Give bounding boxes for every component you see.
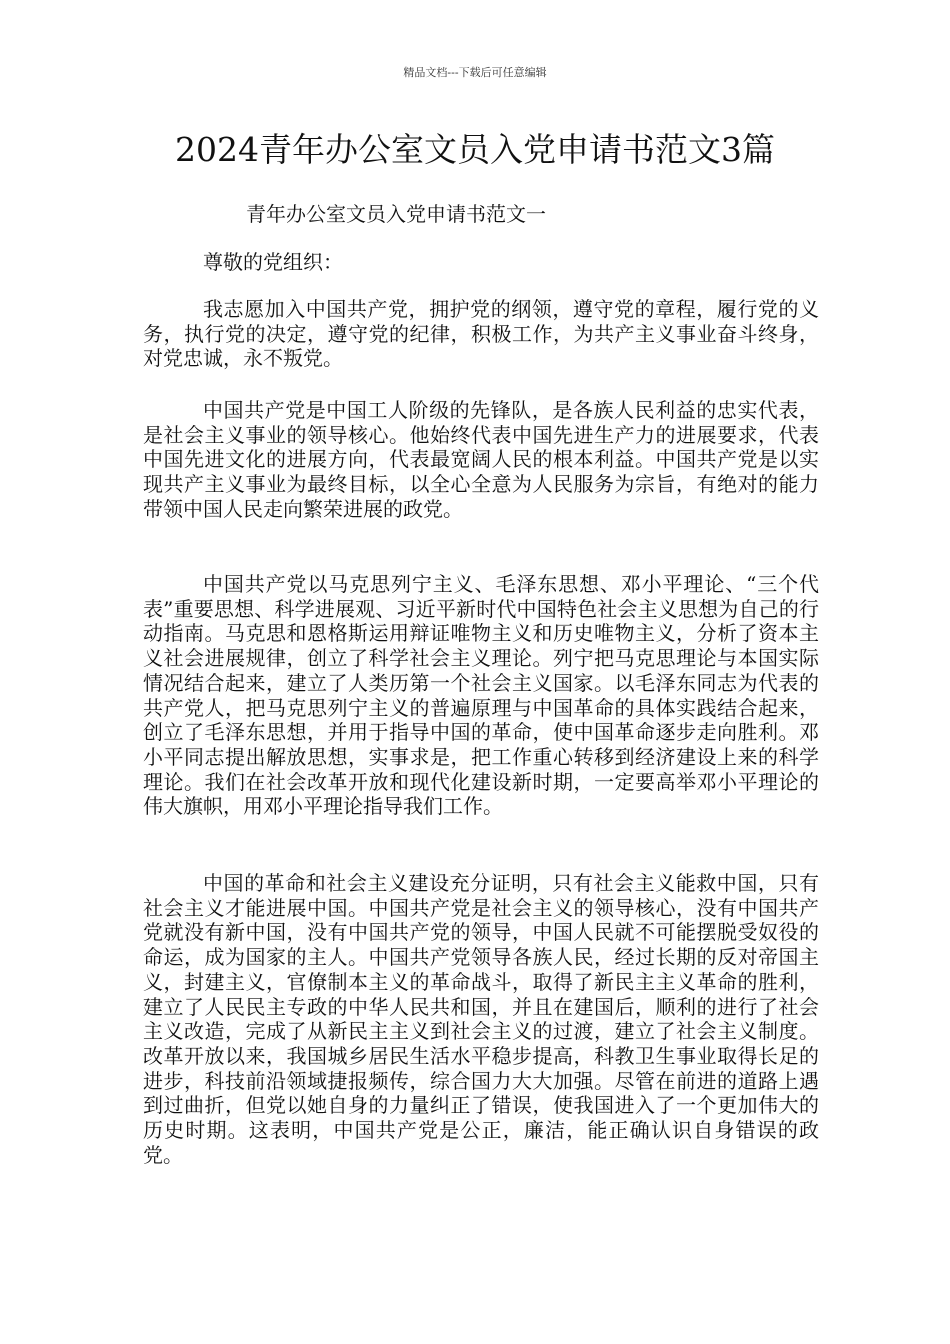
header-note: 精品文档---下载后可任意编辑 — [403, 66, 547, 79]
paragraph: 中国共产党是中国工人阶级的先锋队，是各族人民利益的忠实代表，是社会主义事业的领导核心。他始终代表中国先进生产力的进展要求，代表中国先进文化的进展方向，代表最宽阔人民的根本利益。中国共产党是以实现共产主义事业为最终目标，以全心全意为人民服务为宗旨，有绝对的能力带领中国人民走向繁荣进展的政党。 — [143, 398, 819, 521]
salutation: 尊敬的党组织： — [203, 250, 343, 274]
paragraph: 我志愿加入中国共产党，拥护党的纲领，遵守党的章程，履行党的义务，执行党的决定，遵守党的纪律，积极工作，为共产主义事业奋斗终身，对党忠诚，永不叛党。 — [143, 297, 819, 371]
paragraph: 中国共产党以马克思列宁主义、毛泽东思想、邓小平理论、“三个代表”重要思想、科学进展观、习近平新时代中国特色社会主义思想为自己的行动指南。马克思和恩格斯运用辩证唯物主义和历史唯物主义，分析了资本主义社会进展规律，创立了科学社会主义理论。列宁把马克思理论与本国实际情况结合起来，建立了人类历第一个社会主义国家。以毛泽东同志为代表的共产党人，把马克思列宁主义的普遍原理与中国革命的具体实践结合起来，创立了毛泽东思想，并用于指导中国的革命，使中国革命逐步走向胜利。邓小平同志提出解放思想，实事求是，把工作重心转移到经济建设上来的科学理论。我们在社会改革开放和现代化建设新时期，一定要高举邓小平理论的伟大旗帜，用邓小平理论指导我们工作。 — [143, 572, 819, 819]
paragraph: 中国的革命和社会主义建设充分证明，只有社会主义能救中国，只有社会主义才能进展中国。中国共产党是社会主义的领导核心，没有中国共产党就没有新中国，没有中国共产党的领导，中国人民就不可能摆脱受奴役的命运，成为国家的主人。中国共产党领导各族人民，经过长期的反对帝国主义，封建主义，官僚制本主义的革命战斗，取得了新民主主义革命的胜利，建立了人民民主专政的中华人民共和国，并且在建国后，顺利的进行了社会主义改造，完成了从新民主主义到社会主义的过渡，建立了社会主义制度。改革开放以来，我国城乡居民生活水平稳步提高，科教卫生事业取得长足的进步，科技前沿领域捷报频传，综合国力大大加强。尽管在前进的道路上遇到过曲折，但党以她自身的力量纠正了错误，使我国进入了一个更加伟大的历史时期。这表明，中国共产党是公正，廉洁，能正确认识自身错误的政党。 — [143, 871, 819, 1167]
document-title: 2024青年办公室文员入党申请书范文3篇 — [175, 130, 775, 169]
document-subtitle: 青年办公室文员入党申请书范文一 — [246, 202, 546, 226]
